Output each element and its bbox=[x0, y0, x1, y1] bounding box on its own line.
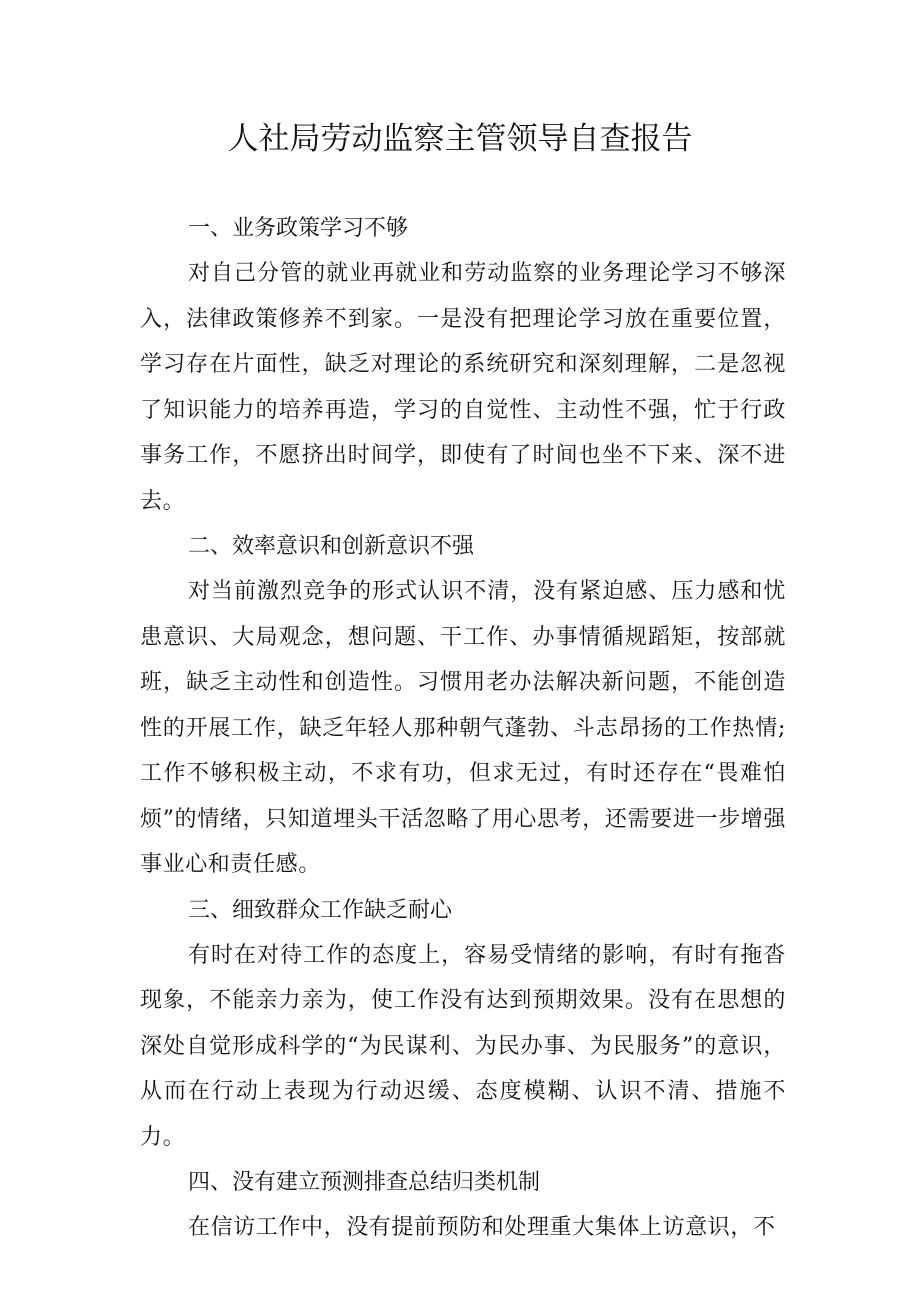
section-heading-1: 一、业务政策学习不够 bbox=[188, 216, 409, 241]
section-paragraph-2: 对当前激烈竞争的形式认识不清，没有紧迫感、压力感和忧患意识、大局观念，想问题、干工作、办事情循规蹈矩，按部就班，缺乏主动性和创造性。习惯用老办法解决新问题，不能创造性的开展工作，缺乏年轻人那种朝气蓬勃、斗志昂扬的工作热情;工作不够积极主动，不求有功，但求无过，有时还存在“畏难怕烦”的情绪，只知道埋头干活忽略了用心思考，还需要进一步增强事业心和责任感。 bbox=[140, 579, 786, 877]
section-heading-4: 四、没有建立预测排查总结归类机制 bbox=[188, 1170, 541, 1195]
section-heading-3: 三、细致群众工作缺乏耐心 bbox=[188, 897, 453, 923]
section-paragraph-4: 在信访工作中，没有提前预防和处理重大集体上访意识，不 bbox=[188, 1215, 776, 1240]
section-heading-2: 二、效率意识和创新意识不强 bbox=[188, 534, 475, 559]
document-title: 人社局劳动监察主管领导自查报告 bbox=[227, 121, 693, 157]
section-paragraph-1: 对自己分管的就业再就业和劳动监察的业务理论学习不够深入，法律政策修养不到家。一是没有把理论学习放在重要位置，学习存在片面性，缺乏对理论的系统研究和深刻理解，二是忽视了知识能力的培养再造，学习的自觉性、主动性不强，忙于行政事务工作，不愿挤出时间学，即使有了时间也坐不下来、深不进去。 bbox=[140, 261, 786, 514]
section-paragraph-3: 有时在对待工作的态度上，容易受情绪的影响，有时有拖沓现象，不能亲力亲为，使工作没有达到预期效果。没有在思想的深处自觉形成科学的“为民谋利、为民办事、为民服务”的意识，从而在行动上表现为行动迟缓、态度模糊、认识不清、措施不力。 bbox=[140, 942, 786, 1150]
document-body bbox=[140, 206, 786, 1251]
